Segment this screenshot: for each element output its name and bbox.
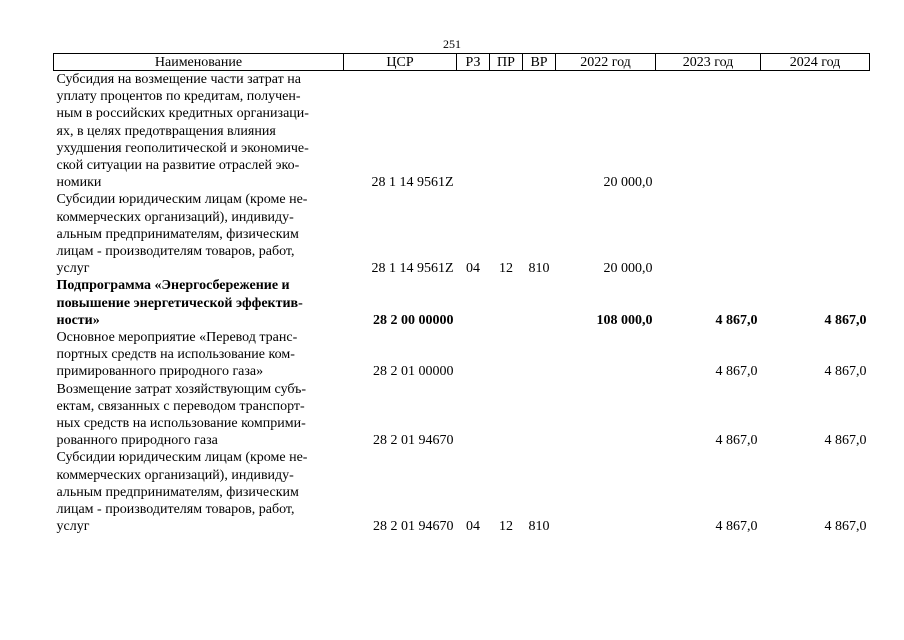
row-name-line: рованного природного газа (56, 433, 218, 449)
row-name-line: номики (56, 175, 102, 191)
row-pr: 12 (499, 261, 513, 277)
row-y2023: 4 867,0 (715, 433, 758, 449)
row-rz (457, 381, 490, 450)
page-number: 251 (443, 37, 461, 51)
row-name-line: услуг (56, 261, 90, 277)
row-name-line: Субсидия на возмещение части затрат на (56, 72, 301, 87)
header-2023: 2023 год (656, 54, 761, 71)
row-name-line: ях, в целях предотвращения влияния (56, 123, 276, 139)
row-name-line: Субсидии юридическим лицам (кроме не- (56, 450, 308, 466)
row-vr (523, 329, 556, 381)
row-name (54, 277, 344, 329)
row-pr (490, 277, 523, 329)
row-rz (457, 329, 490, 381)
table-row (54, 191, 870, 277)
row-pr (490, 329, 523, 381)
table-row (54, 329, 870, 381)
header-2024: 2024 год (761, 54, 870, 71)
row-y2022: 20 000,0 (603, 261, 653, 277)
row-y2024: 4 867,0 (824, 433, 867, 449)
row-csr: 28 2 01 94670 (373, 519, 454, 535)
row-rz: 04 (466, 519, 480, 535)
row-y2023: 4 867,0 (715, 364, 758, 380)
table-row (54, 449, 870, 535)
row-name-line: примированного природного газа» (56, 364, 264, 380)
header-vr: ВР (523, 54, 556, 71)
row-y2022: 20 000,0 (603, 175, 653, 191)
row-y2024: 4 867,0 (824, 364, 867, 380)
header-pr: ПР (490, 54, 523, 71)
row-name-line: коммерческих организаций), индивиду- (56, 467, 294, 483)
row-name (54, 449, 344, 535)
row-y2023: 4 867,0 (715, 519, 758, 535)
budget-table (53, 53, 870, 535)
table-row (54, 381, 870, 450)
table-body (54, 71, 870, 536)
row-name-line: уплату процентов по кредитам, получен- (56, 89, 301, 105)
row-pr (490, 71, 523, 192)
row-name-line: ным в российских кредитных организаци- (56, 106, 309, 122)
row-name-line: ской ситуации на развитие отраслей эко- (56, 158, 300, 174)
row-vr (523, 277, 556, 329)
header-2022: 2022 год (556, 54, 656, 71)
row-name-line: Подпрограмма «Энергосбережение и (56, 278, 290, 294)
row-name-line: лицам - производителям товаров, работ, (56, 502, 295, 518)
row-name-line: альным предпринимателям, физическим (56, 226, 299, 242)
row-name-line: Основное мероприятие «Перевод транс- (56, 330, 298, 346)
row-name-line: ухудшения геополитической и экономиче- (56, 140, 309, 156)
row-y2024: 4 867,0 (824, 519, 867, 535)
row-y2022 (556, 449, 656, 535)
row-y2023 (656, 71, 761, 192)
row-name-line: альным предпринимателям, физическим (56, 484, 299, 500)
row-pr: 12 (499, 519, 513, 535)
row-name (54, 329, 344, 381)
row-name-line: Субсидии юридическим лицам (кроме не- (56, 192, 308, 208)
row-y2023 (656, 191, 761, 277)
table-header-row (54, 54, 870, 71)
row-y2022 (556, 329, 656, 381)
row-name-line: ектам, связанных с переводом транспорт- (56, 398, 305, 414)
row-name (54, 71, 344, 192)
row-y2024: 4 867,0 (824, 312, 867, 328)
header-rz: РЗ (457, 54, 490, 71)
row-vr (523, 381, 556, 450)
header-csr: ЦСР (344, 54, 457, 71)
row-name-line: повышение энергетической эффектив- (56, 295, 303, 311)
header-name: Наименование (54, 54, 344, 71)
row-name (54, 381, 344, 450)
row-name-line: ных средств на использование комприми- (56, 416, 306, 432)
row-y2024 (761, 191, 870, 277)
row-name (54, 191, 344, 277)
row-vr: 810 (528, 519, 550, 535)
row-csr: 28 2 01 00000 (373, 364, 454, 380)
row-name-line: Возмещение затрат хозяйствующим субъ- (56, 381, 307, 397)
row-y2023: 4 867,0 (715, 312, 758, 328)
row-name-line: портных средств на использование ком- (56, 347, 295, 363)
row-y2024 (761, 71, 870, 192)
table-row (54, 71, 870, 192)
row-name-line: услуг (56, 519, 90, 535)
row-rz (457, 277, 490, 329)
row-csr: 28 1 14 9561Z (371, 261, 454, 277)
row-rz: 04 (466, 261, 480, 277)
row-csr: 28 1 14 9561Z (371, 175, 454, 191)
row-name-line: коммерческих организаций), индивиду- (56, 209, 294, 225)
row-vr (523, 71, 556, 192)
row-name-line: лицам - производителям товаров, работ, (56, 244, 295, 260)
row-vr: 810 (528, 261, 550, 277)
row-name-line: ности» (56, 312, 100, 328)
row-csr: 28 2 00 00000 (373, 312, 454, 328)
row-rz (457, 71, 490, 192)
table-row (54, 277, 870, 329)
row-csr: 28 2 01 94670 (373, 433, 454, 449)
row-y2022 (556, 381, 656, 450)
row-pr (490, 381, 523, 450)
row-y2022: 108 000,0 (596, 312, 653, 328)
